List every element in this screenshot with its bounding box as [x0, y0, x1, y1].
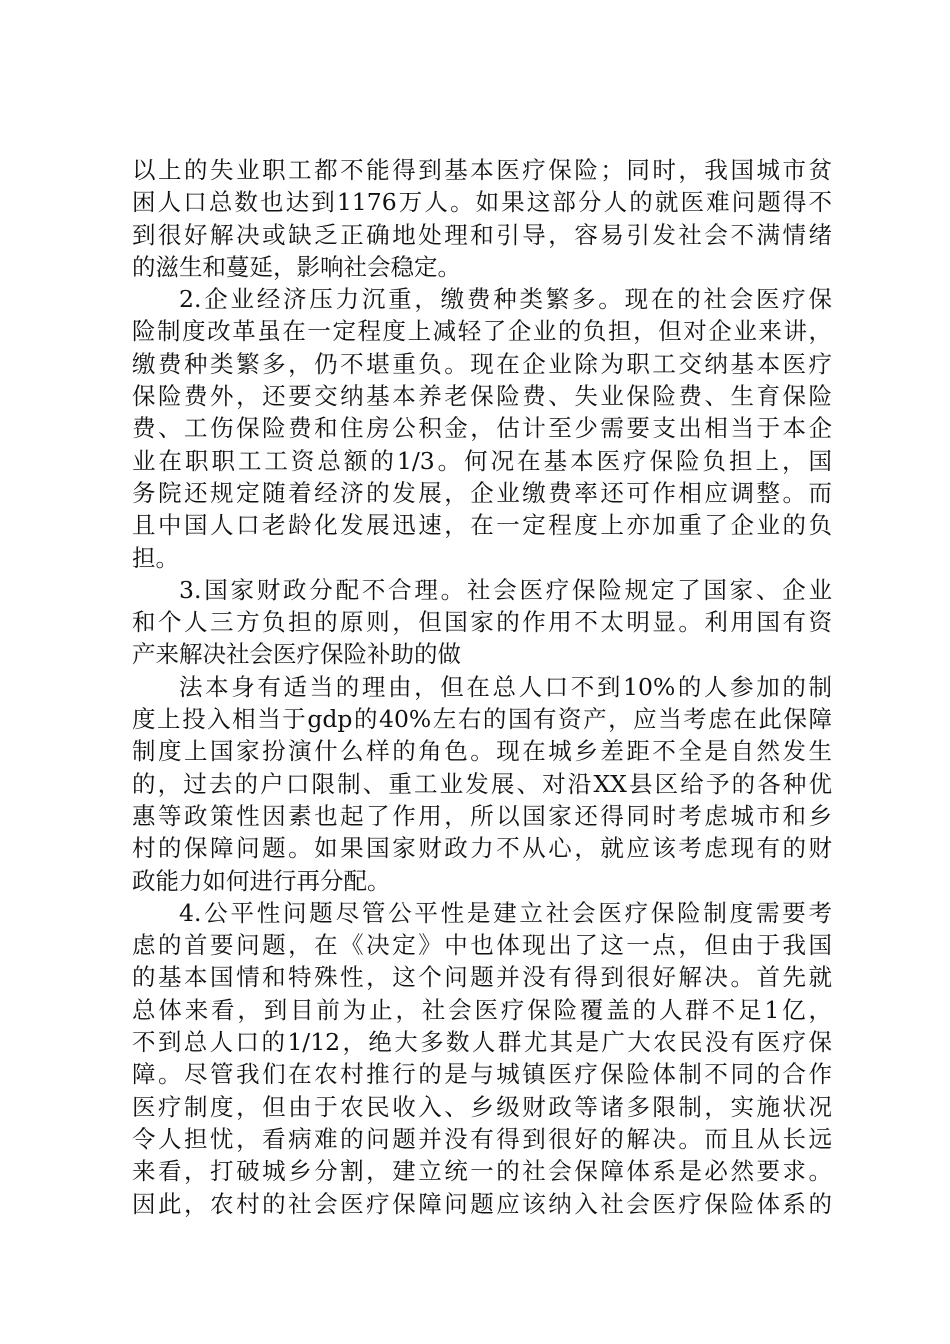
- text-line: 惠等政策性因素也起了作用，所以国家还得同时考虑城市和乡: [132, 801, 832, 830]
- text-line: 度上投入相当于gdp的40%左右的国有资产，应当考虑在此保障: [132, 705, 832, 734]
- text-line: 到很好解决或缺乏正确地处理和引导，容易引发社会不满情绪: [132, 220, 832, 249]
- text-line: 障。尽管我们在农村推行的是与城镇医疗保险体制不同的合作: [132, 1060, 832, 1089]
- text-line: 2.企业经济压力沉重，缴费种类繁多。现在的社会医疗保: [179, 285, 832, 314]
- text-line: 政能力如何进行再分配。: [132, 866, 391, 895]
- text-line: 和个人三方负担的原则，但国家的作用不太明显。利用国有资: [132, 608, 832, 637]
- text-line: 4.公平性问题尽管公平性是建立社会医疗保险制度需要考: [179, 898, 832, 927]
- text-line: 虑的首要问题，在《决定》中也体现出了这一点，但由于我国: [132, 931, 832, 960]
- text-line: 因此，农村的社会医疗保障问题应该纳入社会医疗保险体系的: [132, 1189, 832, 1218]
- text-line: 总体来看，到目前为止，社会医疗保险覆盖的人群不足1亿，: [132, 995, 832, 1024]
- text-line: 的滋生和蔓延，影响社会稳定。: [132, 252, 461, 281]
- text-line: 令人担忧，看病难的问题并没有得到很好的解决。而且从长远: [132, 1124, 832, 1153]
- text-line: 的基本国情和特殊性，这个问题并没有得到很好解决。首先就: [132, 963, 832, 992]
- text-line: 来看，打破城乡分割，建立统一的社会保障体系是必然要求。: [132, 1157, 832, 1186]
- text-line: 不到总人口的1/12，绝大多数人群尤其是广大农民没有医疗保: [132, 1028, 832, 1057]
- text-line: 的，过去的户口限制、重工业发展、对沿XX县区给予的各种优: [132, 769, 832, 798]
- text-line: 3.国家财政分配不合理。社会医疗保险规定了国家、企业: [179, 575, 832, 604]
- body-text: [132, 154, 832, 1220]
- text-line: 村的保障问题。如果国家财政力不从心，就应该考虑现有的财: [132, 834, 832, 863]
- text-line: 医疗制度，但由于农民收入、乡级财政等诸多限制，实施状况: [132, 1092, 832, 1121]
- text-line: 业在职职工工资总额的1/3。何况在基本医疗保险负担上，国: [132, 446, 832, 475]
- text-line: 务院还规定随着经济的发展，企业缴费率还可作相应调整。而: [132, 478, 832, 507]
- text-line: 制度上国家扮演什么样的角色。现在城乡差距不全是自然发生: [132, 737, 832, 766]
- text-line: 法本身有适当的理由，但在总人口不到10%的人参加的制: [179, 672, 832, 701]
- text-line: 产来解决社会医疗保险补助的做: [132, 640, 461, 669]
- text-line: 缴费种类繁多，仍不堪重负。现在企业除为职工交纳基本医疗: [132, 349, 832, 378]
- text-line: 担。: [132, 543, 179, 572]
- text-line: 困人口总数也达到1176万人。如果这部分人的就医难问题得不: [132, 188, 832, 217]
- text-line: 险制度改革虽在一定程度上减轻了企业的负担，但对企业来讲，: [132, 317, 832, 346]
- text-line: 以上的失业职工都不能得到基本医疗保险；同时，我国城市贫: [132, 156, 832, 184]
- text-line: 保险费外，还要交纳基本养老保险费、失业保险费、生育保险: [132, 382, 832, 411]
- text-line: 且中国人口老龄化发展迅速，在一定程度上亦加重了企业的负: [132, 511, 832, 540]
- text-line: 费、工伤保险费和住房公积金，估计至少需要支出相当于本企: [132, 414, 832, 443]
